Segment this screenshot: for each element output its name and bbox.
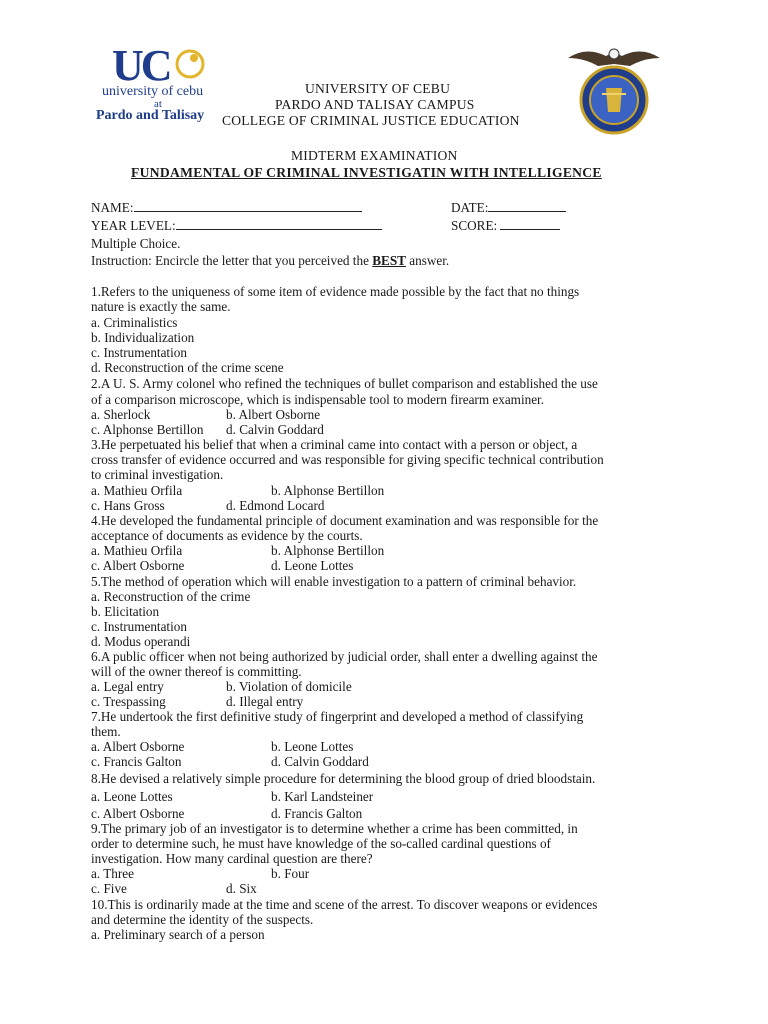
q4-option-c[interactable]: c. Albert Osborne [91,558,185,573]
q1-option-a[interactable]: a. Criminalistics [91,315,178,330]
q8-option-a[interactable]: a. Leone Lottes [91,789,173,804]
q9-text-line-1: 9.The primary job of an investigator is to determine whether a crime has been committed, in [91,821,578,836]
q3-text-line-1: 3.He perpetuated his belief that when a criminal came into contact with a person or object, a [91,437,578,452]
date-blank[interactable] [488,200,566,212]
year-level-blank[interactable] [176,218,382,230]
q8-option-b[interactable]: b. Karl Landsteiner [271,789,374,804]
q6-text-line-1: 6.A public officer when not being authorized by judicial order, shall enter a dwelling against the [91,649,598,664]
q7-text-line-2: them. [91,724,121,739]
instruction-prefix: Instruction: Encircle the letter that you perceived the [91,253,373,268]
q2-option-a[interactable]: a. Sherlock [91,407,151,422]
logo-line-3: Pardo and Talisay [96,108,205,123]
q10-option-a[interactable]: a. Preliminary search of a person [91,927,265,942]
q3-option-b[interactable]: b. Alphonse Bertillon [271,483,385,498]
q6-option-c[interactable]: c. Trespassing [91,694,166,709]
name-blank[interactable] [134,200,362,212]
q6-text-line-2: will of the owner thereof is committing. [91,664,302,679]
q5-option-c[interactable]: c. Instrumentation [91,619,187,634]
q7-option-d[interactable]: d. Calvin Goddard [271,754,369,769]
q3-option-a[interactable]: a. Mathieu Orfila [91,483,183,498]
q1-option-b[interactable]: b. Individualization [91,330,195,345]
q5-option-d[interactable]: d. Modus operandi [91,634,191,649]
q4-text-line-1: 4.He developed the fundamental principle of document examination and was responsible for the [91,513,599,528]
q9-option-a[interactable]: a. Three [91,866,134,881]
q4-option-d[interactable]: d. Leone Lottes [271,558,354,573]
q8-text-line-1: 8.He devised a relatively simple procedure for determining the blood group of dried bloodstain. [91,771,596,786]
score-field [451,218,560,233]
logo-line-1: university of cebu [102,84,204,99]
score-blank[interactable] [500,218,560,230]
q3-option-d[interactable]: d. Edmond Locard [226,498,325,513]
q6-option-a[interactable]: a. Legal entry [91,679,164,694]
university-logo [96,41,226,124]
q4-option-b[interactable]: b. Alphonse Bertillon [271,543,385,558]
date-field [451,200,566,215]
instruction-emphasis: BEST [372,253,406,268]
campus-name: PARDO AND TALISAY CAMPUS [275,97,475,112]
name-field [91,200,362,215]
q3-text-line-3: to criminal investigation. [91,467,224,482]
q2-option-b[interactable]: b. Albert Osborne [226,407,321,422]
q3-text-line-2: cross transfer of evidence occurred and was responsible for giving specific technical contribution [91,452,604,467]
q5-option-b[interactable]: b. Elicitation [91,604,160,619]
q7-option-c[interactable]: c. Francis Galton [91,754,182,769]
instruction-suffix: answer. [405,253,450,268]
q10-text-line-2: and determine the identity of the suspects. [91,912,314,927]
score-label: SCORE: [451,218,498,233]
name-label: NAME: [91,200,134,215]
year-level-label: YEAR LEVEL: [91,218,176,233]
q1-text-line-1: 1.Refers to the uniqueness of some item of evidence made possible by the fact that no things [91,284,580,299]
q7-text-line-1: 7.He undertook the first definitive study of fingerprint and developed a method of classifying [91,709,584,724]
exam-title: MIDTERM EXAMINATION [291,148,458,163]
q9-option-c[interactable]: c. Five [91,881,127,896]
q1-text-line-2: nature is exactly the same. [91,299,231,314]
q9-text-line-2: order to determine such, he must have knowledge of the so-called cardinal questions of [91,836,551,851]
date-label: DATE: [451,200,489,215]
q8-option-d[interactable]: d. Francis Galton [271,806,363,821]
q7-option-a[interactable]: a. Albert Osborne [91,739,185,754]
q9-text-line-3: investigation. How many cardinal question are there? [91,851,373,866]
q3-option-c[interactable]: c. Hans Gross [91,498,165,513]
university-name: UNIVERSITY OF CEBU [305,81,451,96]
q1-option-c[interactable]: c. Instrumentation [91,345,187,360]
year-level-field [91,218,382,233]
q4-text-line-2: acceptance of documents as evidence by the courts. [91,528,363,543]
logo-line-2: at [154,98,162,110]
subject-title: FUNDAMENTAL OF CRIMINAL INVESTIGATIN WITH INTELLIGENCE [131,165,602,180]
q9-option-d[interactable]: d. Six [226,881,257,896]
q5-text-line-1: 5.The method of operation which will enable investigation to a pattern of criminal behavior. [91,574,577,589]
q2-text-line-2: of a comparison microscope, which is indispensable tool to modern firearm examiner. [91,392,545,407]
q8-option-c[interactable]: c. Albert Osborne [91,806,185,821]
q6-option-d[interactable]: d. Illegal entry [226,694,304,709]
q2-option-d[interactable]: d. Calvin Goddard [226,422,324,437]
eagle-seal-icon [566,44,662,136]
q4-option-a[interactable]: a. Mathieu Orfila [91,543,183,558]
q7-option-b[interactable]: b. Leone Lottes [271,739,354,754]
q2-text-line-1: 2.A U. S. Army colonel who refined the techniques of bullet comparison and established the use [91,376,598,391]
q10-text-line-1: 10.This is ordinarily made at the time and scene of the arrest. To discover weapons or evidences [91,897,598,912]
q9-option-b[interactable]: b. Four [271,866,310,881]
question-type: Multiple Choice. [91,236,181,251]
instruction-line [91,253,449,268]
college-name: COLLEGE OF CRIMINAL JUSTICE EDUCATION [222,113,520,128]
q5-option-a[interactable]: a. Reconstruction of the crime [91,589,251,604]
q2-option-c[interactable]: c. Alphonse Bertillon [91,422,204,437]
criminology-seal [566,44,662,136]
q1-option-d[interactable]: d. Reconstruction of the crime scene [91,360,284,375]
logo-uc-letters: UC [112,41,170,90]
q6-option-b[interactable]: b. Violation of domicile [226,679,352,694]
